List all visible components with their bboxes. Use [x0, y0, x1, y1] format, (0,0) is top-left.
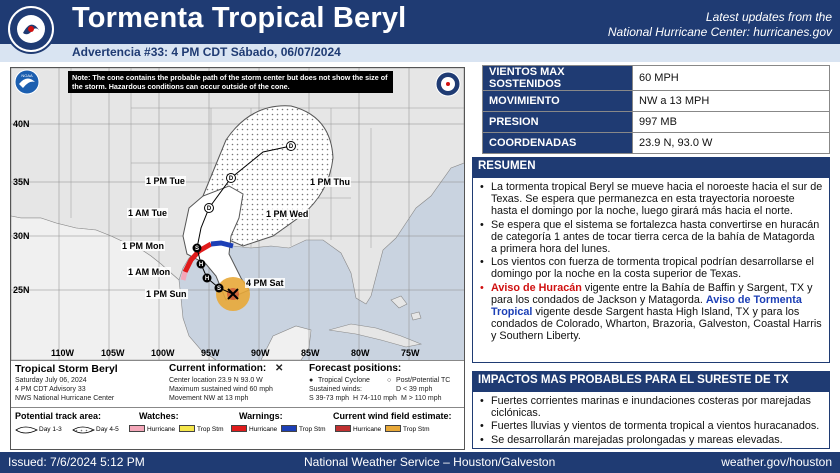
impacts-box — [472, 391, 830, 449]
summary-heading: RESUMEN — [472, 157, 830, 177]
table-row — [483, 66, 830, 91]
movement: Movement NW at 13 mph — [169, 395, 249, 402]
ts-warning-text: vigente desde Sargent hasta High Island, TX y para los condados de Colorado, Wharton, Brazoria, Galveston, Coastal Harris y Southern Liberty. — [491, 306, 822, 343]
tropical-cyclone-label: Tropical Cyclone — [318, 377, 370, 384]
point-letter-6: D — [228, 176, 234, 182]
ts-wind-label: Trop Stm — [403, 426, 430, 433]
lon-label-75w: 75W — [401, 348, 420, 358]
noaa-logo-text: NOAA — [21, 73, 33, 78]
advisory-bar — [0, 44, 840, 62]
legend-date: Saturday July 06, 2024 — [15, 377, 87, 384]
coordinates-value: 23.9 N, 93.0 W — [633, 133, 830, 154]
updates-line-1: Latest updates from the — [705, 10, 832, 24]
max-wind: Maximum sustained wind 60 mph — [169, 386, 273, 393]
track-area-title: Potential track area: — [15, 411, 102, 421]
forecast-cone-map — [10, 67, 465, 450]
summary-bullet-3: • Los vientos con fuerza de tormenta tropical podrían desarrollarse el domingo por la noche en la costa superior de Texas. — [479, 256, 823, 280]
point-letter-1: S — [216, 286, 222, 292]
website-link[interactable]: weather.gov/houston — [721, 455, 832, 469]
forecast-label-1pm-mon: 1 PM Mon — [122, 241, 164, 251]
legend-storm-name: Tropical Storm Beryl — [15, 363, 118, 375]
summary-bullet-2: • Se espera que el sistema se fortalezca hasta convertirse en huracán de categoría 1 antes de tocar tierra cerca de la bahía de Matagorda a primera hora del lunes. — [479, 219, 823, 256]
lat-label-35n: 35N — [13, 177, 30, 187]
map-graphic — [11, 68, 464, 360]
impacts-heading: IMPACTOS MAS PROBABLES PARA EL SURESTE DE TX — [472, 371, 830, 391]
lon-label-90w: 90W — [251, 348, 270, 358]
s-winds-label: S 39-73 mph — [309, 395, 350, 402]
wind-field-title: Current wind field estimate: — [333, 411, 452, 421]
current-info-title: Current information: — [169, 363, 267, 374]
hurricane-warning-label: Aviso de Huracán — [491, 281, 582, 294]
ts-wind-swatch — [385, 425, 401, 432]
page-title: Tormenta Tropical Beryl — [72, 2, 407, 34]
point-letter-5: D — [206, 206, 212, 212]
lon-label-105w: 105W — [101, 348, 125, 358]
point-letter-7: D — [288, 144, 294, 150]
max-winds-value: 60 MPH — [633, 66, 830, 91]
day-4-5-label: Day 4-5 — [96, 426, 119, 433]
sustained-winds-label: Sustained winds: — [309, 386, 362, 393]
lon-label-85w: 85W — [301, 348, 320, 358]
hurricane-wind-label: Hurricane — [353, 426, 382, 433]
table-row — [483, 112, 830, 133]
nws-logo — [6, 4, 56, 54]
hurricane-warning-text: vigente entre la Bahía de Baffin y Sargent, TX y para los condados de Jackson y Matagorda. — [491, 281, 813, 306]
hurricane-watch-coast — [183, 272, 185, 280]
movement-value: NW a 13 MPH — [633, 91, 830, 112]
lat-label-25n: 25N — [13, 285, 30, 295]
tc-dot-icon: ● — [309, 377, 314, 384]
ts-warning-label: Trop Stm — [299, 426, 326, 433]
issued-time: Issued: 7/6/2024 5:12 PM — [8, 455, 145, 469]
storm-data-table — [482, 65, 830, 154]
impact-item: • Fuertes corrientes marinas e inundaciones costeras por marejadas ciclónicas. — [479, 395, 823, 419]
center-location: Center location 23.9 N 93.0 W — [169, 377, 263, 384]
table-row — [483, 91, 830, 112]
lon-label-110w: 110W — [51, 348, 75, 358]
hurricane-warning-label: Hurricane — [249, 426, 278, 433]
hurricane-warning-swatch — [231, 425, 247, 432]
footer-bar — [0, 452, 840, 473]
forecast-label-1am-tue: 1 AM Tue — [128, 208, 168, 218]
summary-bullet-1: • La tormenta tropical Beryl se mueve hacia el noroeste hacia el sur de Texas. Se espera que permanezca en esta trayectoria noroeste hasta el domingo por la noche, luego girará más hacia el norte. — [479, 181, 823, 218]
forecast-positions-title: Forecast positions: — [309, 363, 402, 374]
noaa-logo — [15, 70, 39, 94]
point-letter-4: S — [194, 246, 200, 252]
hurricane-wind-swatch — [335, 425, 351, 432]
lon-label-95w: 95W — [201, 348, 220, 358]
hurricane-watch-label: Hurricane — [147, 426, 176, 433]
point-letter-2: H — [204, 276, 210, 282]
movement-label: MOVIMIENTO — [483, 91, 633, 112]
office-name: National Weather Service – Houston/Galveston — [304, 455, 556, 469]
lat-label-30n: 30N — [13, 231, 30, 241]
legend-divider — [11, 407, 464, 408]
ts-warning-coast — [211, 243, 233, 246]
day-1-3-label: Day 1-3 — [39, 426, 62, 433]
ts-watch-label: Trop Stm — [197, 426, 224, 433]
map-legend — [11, 360, 464, 449]
watches-title: Watches: — [139, 411, 179, 421]
h-winds-label: H 74-110 mph — [353, 395, 397, 402]
pressure-value: 997 MB — [633, 112, 830, 133]
pressure-label: PRESION — [483, 112, 633, 133]
forecast-label-4pm-sat: 4 PM Sat — [246, 278, 284, 288]
forecast-label-1am-mon: 1 AM Mon — [128, 267, 171, 277]
cone-note: Note: The cone contains the probable path of the storm center but does not show the size of the storm. Hazardous conditions can occur outside of the cone. — [68, 71, 393, 93]
updates-line-2[interactable]: National Hurricane Center: hurricanes.gov — [607, 25, 832, 39]
ptc-circle-icon: ○ — [387, 377, 392, 384]
table-row — [483, 133, 830, 154]
forecast-label-1pm-sun: 1 PM Sun — [146, 289, 187, 299]
lon-label-100w: 100W — [151, 348, 175, 358]
warnings-title: Warnings: — [239, 411, 283, 421]
m-winds-label: M > 110 mph — [401, 395, 442, 402]
forecast-label-1pm-wed: 1 PM Wed — [266, 209, 309, 219]
forecast-label-1pm-tue: 1 PM Tue — [146, 176, 185, 186]
hurricane-watch-swatch — [129, 425, 145, 432]
header-bar — [0, 0, 840, 44]
summary-box — [472, 177, 830, 363]
nws-small-logo — [436, 72, 460, 96]
d-winds-label: D < 39 mph — [396, 386, 433, 393]
point-letter-3: H — [198, 262, 204, 268]
ts-warning-swatch — [281, 425, 297, 432]
impact-item: • Se desarrollarán marejadas prolongadas y mareas elevadas. — [479, 434, 823, 446]
forecast-label-1pm-thu: 1 PM Thu — [310, 177, 350, 187]
max-winds-label: VIENTOS MAX SOSTENIDOS — [483, 66, 633, 91]
legend-center: NWS National Hurricane Center — [15, 395, 115, 402]
summary-bullet-warnings — [479, 282, 823, 343]
ts-warning-label: Aviso de Tormenta Tropical — [491, 293, 802, 319]
advisory-text: Advertencia #33: 4 PM CDT Sábado, 06/07/2024 — [72, 45, 341, 59]
lon-label-80w: 80W — [351, 348, 370, 358]
coordinates-label: COORDENADAS — [483, 133, 633, 154]
post-potential-label: Post/Potential TC — [396, 377, 451, 384]
lat-label-40n: 40N — [13, 119, 30, 129]
impact-item: • Fuertes lluvias y vientos de tormenta tropical a vientos huracanados. — [479, 420, 823, 432]
ts-watch-swatch — [179, 425, 195, 432]
legend-advisory: 4 PM CDT Advisory 33 — [15, 386, 86, 393]
current-info-x-icon: ✕ — [275, 363, 284, 374]
